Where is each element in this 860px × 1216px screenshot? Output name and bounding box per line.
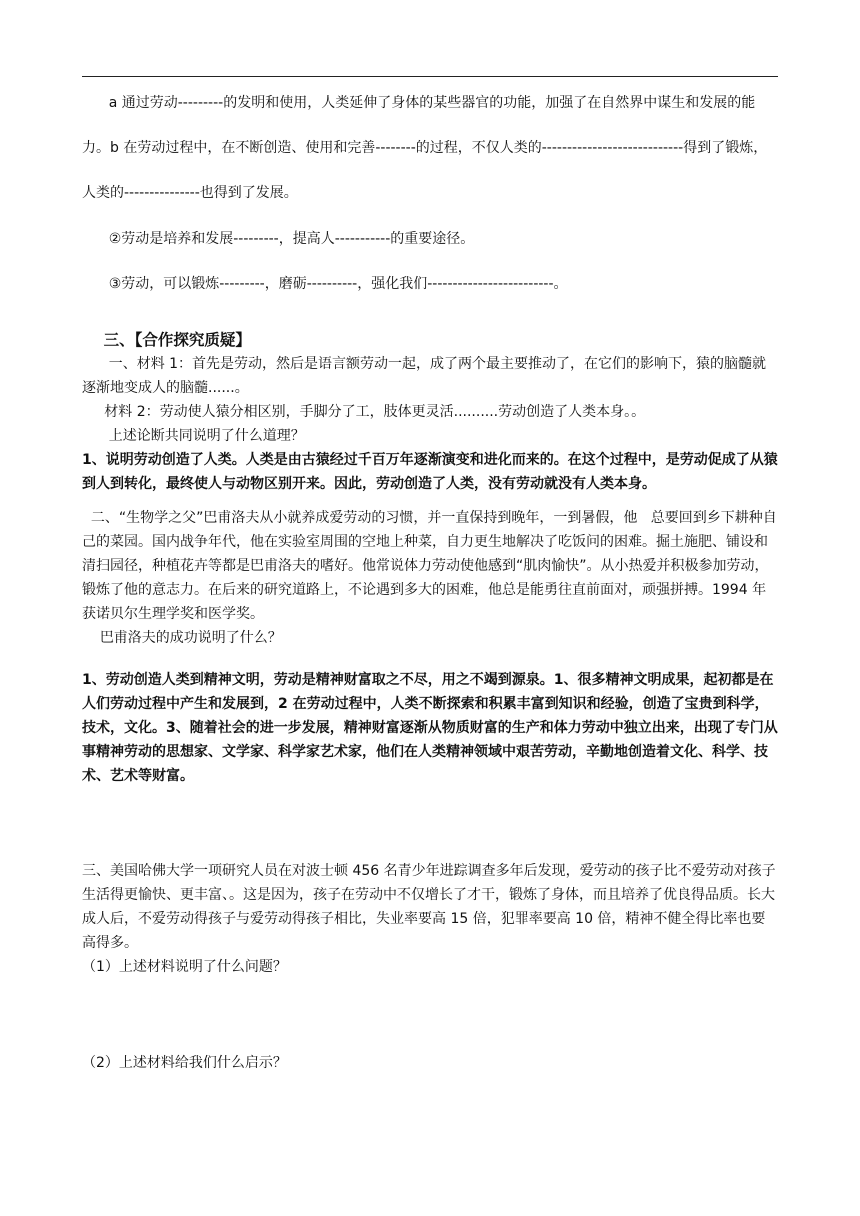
paragraph-labor-tools: a 通过劳动---------的发明和使用，人类延伸了身体的某些器官的功能，加强了在自然界中谋生和发展的能力。b 在劳动过程中，在不断创造、使用和完善--------的过程，不仅人类的----------------------------得到了锻炼，人类的---------------也得到了发展。 [82, 95, 768, 201]
question-2: 巴甫洛夫的成功说明了什么？ [82, 630, 282, 646]
material-1: 一、材料 1：首先是劳动，然后是语言额劳动一起，成了两个最主要推动了，在它们的影响下，猿的脑髓就逐渐地变成人的脑髓......。 [82, 356, 767, 396]
paragraph-labor-cultivation: ②劳动是培养和发展---------，提高人-----------的重要途径。 [82, 231, 475, 247]
sub-question-2: （2）上述材料给我们什么启示？ [82, 1055, 287, 1071]
sub-question-1: （1）上述材料说明了什么问题？ [82, 959, 287, 975]
answer-1: 1、说明劳动创造了人类。人类是由古猿经过千百万年逐渐演变和进化而来的。在这个过程中，是劳动促成了从猿到人到转化，最终使人与动物区别开来。因此，劳动创造了人类，没有劳动就没有人类本身。 [82, 452, 778, 492]
answer-2: 1、劳动创造人类到精神文明，劳动是精神财富取之不尽，用之不竭到源泉。1、很多精神文明成果，起初都是在人们劳动过程中产生和发展到，2 在劳动过程中，人类不断探索和积累丰富到知识和经验，创造了宝贵到科学，技术，文化。3、随着社会的进一步发展，精神财富逐渐从物质财富的生产和体力劳动中独立出来，出现了专门从事精神劳动的思想家、文学家、科学家艺术家，他们在人类精神领域中艰苦劳动，辛勤地创造着文化、科学、技术、艺术等财富。 [82, 672, 778, 784]
header-rule [82, 76, 778, 77]
material-2: 材料 2：劳动使人猿分相区别，手脚分了工，肢体更灵活..........劳动创造了人类本身。。 [82, 404, 646, 420]
question-1: 上述论断共同说明了什么道理？ [82, 428, 305, 444]
section-heading: 三、【合作探究质疑】 [82, 331, 251, 349]
material-pavlov: 二、“生物学之父”巴甫洛夫从小就养成爱劳动的习惯，并一直保持到晚年，一到暑假，他 总要回到乡下耕种自己的菜园。国内战争年代，他在实验室周围的空地上种菜，自力更生地解决了吃饭问的困难。掘土施肥、铺设和清扫园径，种植花卉等都是巴甫洛夫的嗜好。他常说体力劳动使他感到“肌肉愉快”。从小热爱并积极参加劳动，锻炼了他的意志力。在后来的研究道路上，不论遇到多大的困难，他总是能勇往直前面对，顽强拼搏。1994 年获诺贝尔生理学奖和医学奖。 [82, 510, 777, 622]
paragraph-labor-exercise: ③劳动，可以锻炼---------，磨砺----------，强化我们-------------------------。 [82, 276, 568, 292]
material-harvard: 三、美国哈佛大学一项研究人员在对波士顿 456 名青少年进踪调查多年后发现，爱劳动的孩子比不爱劳动对孩子生活得更愉快、更丰富、。这是因为，孩子在劳动中不仅增长了才干，锻炼了身体，而且培养了优良得品质。长大成人后，不爱劳动得孩子与爱劳动得孩子相比，失业率要高 15 倍，犯罪率要高 10 倍，精神不健全得比率也要高得多。 [82, 863, 776, 951]
